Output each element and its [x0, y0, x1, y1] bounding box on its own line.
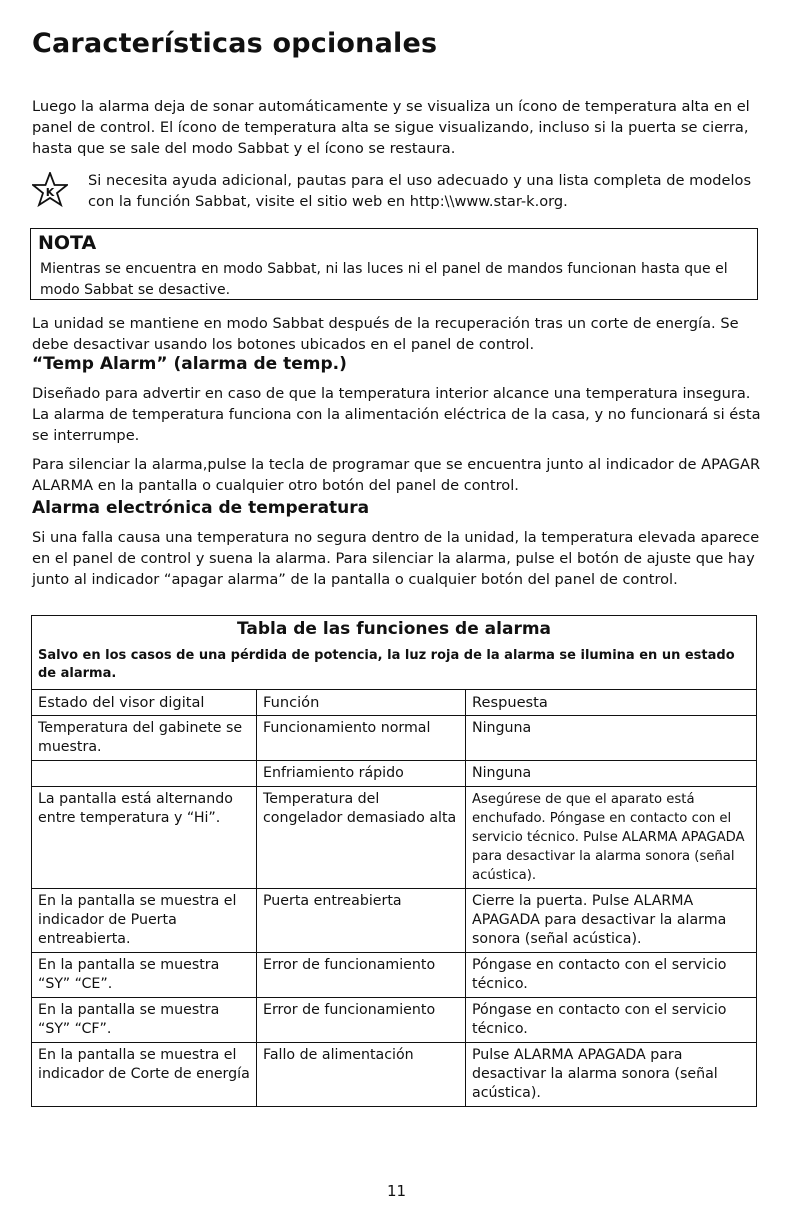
table-row	[32, 998, 757, 1043]
page-number: 11	[386, 1182, 407, 1200]
table-title: Tabla de las funciones de alarma	[32, 616, 757, 644]
cell-respuesta: Póngase en contacto con el servicio técnico.	[466, 953, 757, 998]
cell-funcion: Error de funcionamiento	[257, 998, 466, 1043]
cell-respuesta: Pulse ALARMA APAGADA para desactivar la alarma sonora (señal acústica).	[466, 1043, 757, 1107]
cell-estado	[32, 761, 257, 787]
star-k-icon	[32, 172, 68, 212]
temp-alarm-paragraph-1: Diseñado para advertir en caso de que la temperatura interior alcance una temperatura insegura. La alarma de temperatura funciona con la alimentación eléctrica de la casa, y no funcionará si ésta se interrumpe.	[32, 385, 761, 444]
cell-respuesta: Ninguna	[466, 761, 757, 787]
cell-estado: En la pantalla se muestra el indicador de Corte de energía	[32, 1043, 257, 1107]
note-text: Mientras se encuentra en modo Sabbat, ni las luces ni el panel de mandos funcionan hasta que el modo Sabbat se desactive.	[40, 261, 728, 298]
cell-funcion: Error de funcionamiento	[257, 953, 466, 998]
column-header-funcion: Función	[257, 690, 466, 716]
page-title: Características opcionales	[32, 28, 438, 59]
table-note: Salvo en los casos de una pérdida de potencia, la luz roja de la alarma se ilumina en un estado de alarma.	[32, 643, 757, 690]
electronic-alarm-paragraph: Si una falla causa una temperatura no segura dentro de la unidad, la temperatura elevada aparece en el panel de control y suena la alarma. Para silenciar la alarma, pulse el botón de ajuste que hay junto al indicador “apagar alarma” de la pantalla o cualquier botón del panel de control.	[32, 529, 760, 588]
column-header-respuesta: Respuesta	[466, 690, 757, 716]
note-box	[30, 228, 758, 300]
cell-funcion: Temperatura del congelador demasiado alta	[257, 787, 466, 889]
cell-estado: La pantalla está alternando entre temperatura y “Hi”.	[32, 787, 257, 889]
cell-funcion: Fallo de alimentación	[257, 1043, 466, 1107]
cell-respuesta: Cierre la puerta. Pulse ALARMA APAGADA para desactivar la alarma sonora (señal acústica).	[466, 889, 757, 953]
tip-text: Si necesita ayuda adicional, pautas para el uso adecuado y una lista completa de modelos con la función Sabbat, visite el sitio web en http:\\www.star-k.org.	[88, 172, 752, 210]
sabbat-recovery-paragraph: La unidad se mantiene en modo Sabbat después de la recuperación tras un corte de energía. Se debe desactivar usando los botones ubicados en el panel de control.	[32, 315, 739, 353]
cell-funcion: Puerta entreabierta	[257, 889, 466, 953]
star-k-letter: K	[45, 186, 55, 199]
table-row	[32, 1043, 757, 1107]
alarm-functions-table	[31, 615, 757, 1107]
cell-respuesta: Ninguna	[466, 716, 757, 761]
cell-estado: Temperatura del gabinete se muestra.	[32, 716, 257, 761]
column-header-estado: Estado del visor digital	[32, 690, 257, 716]
temp-alarm-heading: “Temp Alarm” (alarma de temp.)	[32, 354, 347, 374]
table-row	[32, 716, 757, 761]
cell-estado: En la pantalla se muestra “SY” “CF”.	[32, 998, 257, 1043]
note-heading: NOTA	[38, 232, 97, 254]
electronic-alarm-heading: Alarma electrónica de temperatura	[32, 498, 370, 518]
cell-respuesta: Póngase en contacto con el servicio técnico.	[466, 998, 757, 1043]
table-row	[32, 761, 757, 787]
table-row	[32, 889, 757, 953]
cell-funcion: Funcionamiento normal	[257, 716, 466, 761]
cell-estado: En la pantalla se muestra el indicador de Puerta entreabierta.	[32, 889, 257, 953]
table-row	[32, 953, 757, 998]
temp-alarm-paragraph-2: Para silenciar la alarma,pulse la tecla de programar que se encuentra junto al indicador de APAGAR ALARMA en la pantalla o cualquier otro botón del panel de control.	[32, 456, 761, 494]
table-header-row	[32, 690, 757, 716]
intro-paragraph: Luego la alarma deja de sonar automáticamente y se visualiza un ícono de temperatura alta en el panel de control. El ícono de temperatura alta se sigue visualizando, incluso si la puerta se cierra, hasta que se sale del modo Sabbat y el ícono se restaura.	[32, 98, 750, 157]
cell-funcion: Enfriamiento rápido	[257, 761, 466, 787]
table-row	[32, 787, 757, 889]
cell-respuesta: Asegúrese de que el aparato está enchufado. Póngase en contacto con el servicio técnico. Pulse ALARMA APAGADA para desactivar la alarma sonora (señal acústica).	[466, 787, 757, 889]
cell-estado: En la pantalla se muestra “SY” “CE”.	[32, 953, 257, 998]
